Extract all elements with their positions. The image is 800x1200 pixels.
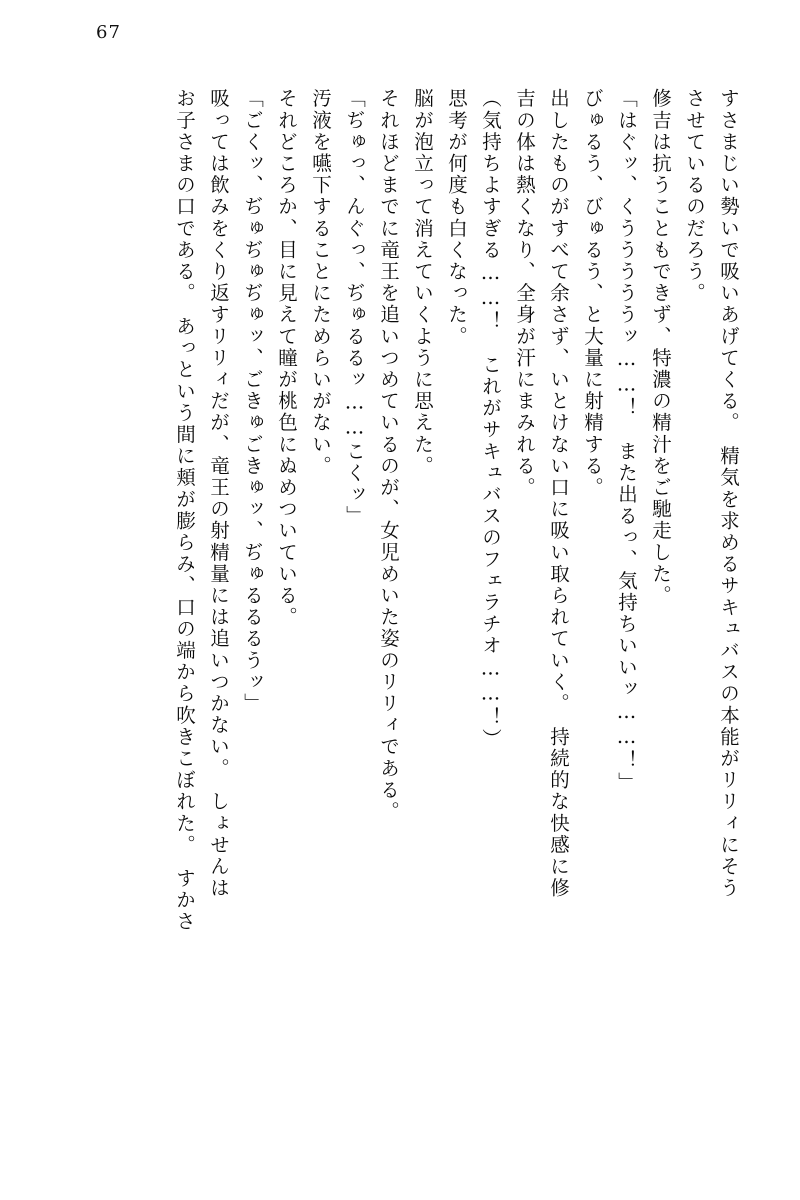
text-column: 「はぐッ、くうううううッ……！ また出るっ、気持ちいいッ……！」: [615, 88, 638, 794]
page-number: 67: [96, 22, 121, 43]
text-column: お子さまの口である。 あっという間に頬が膨らみ、口の端から吹きこぼれた。 すかさ: [173, 88, 196, 933]
text-column: 「ごくッ、ぢゅぢゅぢゅッ、ごきゅごきゅッ、ぢゅるるるうッ」: [241, 88, 264, 715]
body-text-columns: [62, 88, 738, 1133]
text-column: させているのだろう。: [683, 88, 706, 304]
text-column: それほどまでに竜王を追いつめているのが、女児めいた姿のリリィである。: [377, 88, 400, 823]
text-column: それどころか、目に見えて瞳が桃色にぬめついている。: [275, 88, 298, 628]
text-column: 吸っては飲みをくり返すリリィだが、竜王の射精量には追いつかない。 しょせんは: [207, 88, 230, 900]
text-column: 吉の体は熱くなり、全身が汗にまみれる。: [513, 88, 536, 499]
text-column: （気持ちよすぎる……！ これがサキュバスのフェラチオ……！）: [479, 88, 502, 750]
text-column: 出したものがすべて余さず、いとけない口に吸い取られていく。 持続的な快感に修: [547, 88, 570, 900]
text-column: すさまじい勢いで吸いあげてくる。 精気を求めるサキュバスの本能がリリィにそう: [717, 88, 740, 900]
text-column: 思考が何度も白くなった。: [445, 88, 468, 348]
text-column: びゅるう、びゅるう、と大量に射精する。: [581, 88, 604, 499]
text-column: 汚液を嚥下することにためらいがない。: [309, 88, 332, 477]
text-column: 脳が泡立って消えていくように思えた。: [411, 88, 434, 477]
text-column: 「ぢゅっ、んぐっ、ぢゅるるッ……こくッ」: [343, 88, 366, 527]
text-column: 修吉は抗うこともできず、特濃の精汁をご馳走した。: [649, 88, 672, 607]
